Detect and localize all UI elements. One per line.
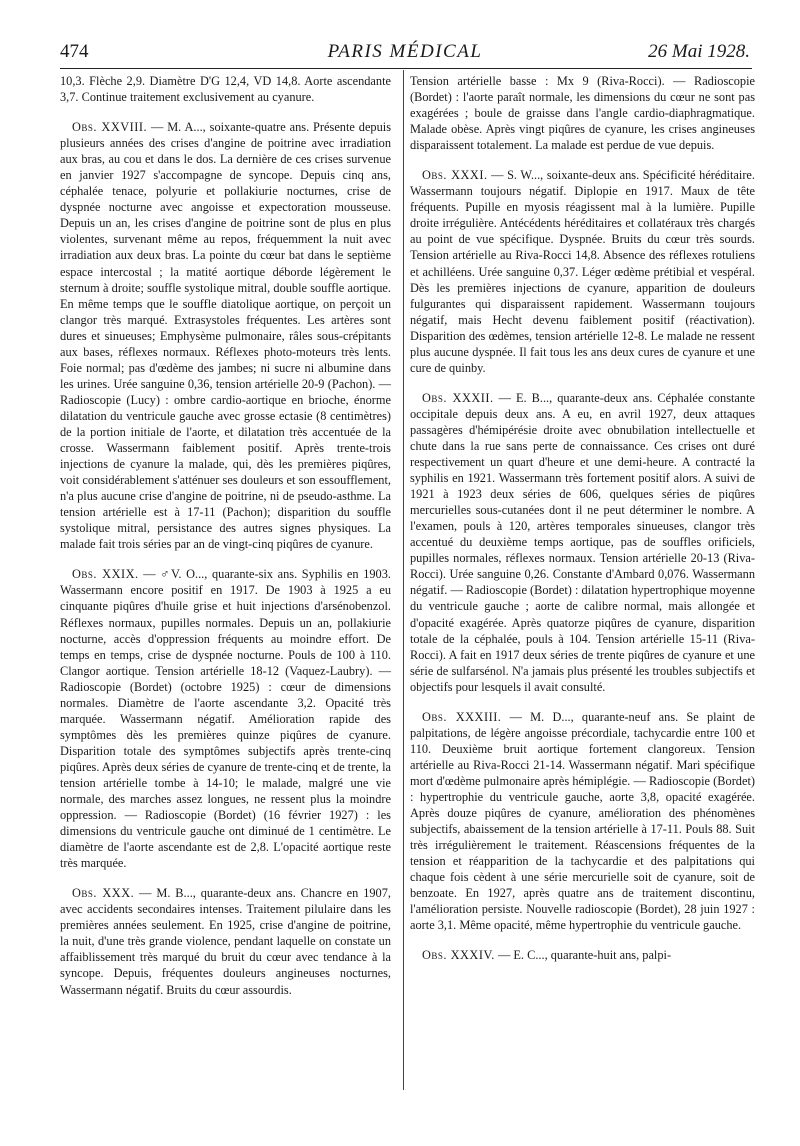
observation-label: Obs. XXXIV. [422, 948, 495, 963]
page-number: 474 [60, 41, 89, 62]
observation-text: — E. C..., quarante-huit ans, palpi- [494, 948, 672, 963]
observation-label: Obs. XXXII. [422, 390, 494, 405]
observation-text: — E. B..., quarante-deux ans. Céphalée constante occipitale depuis deux ans. A eu, en avril 1927, deux attaques passagères d'hémipérésie droite avec obnubilation intellectuelle et chute dans la rue sans perte de connaissance. Ces crises ont duré respectivement un quart d'heure et une demi-heure. A contracté la syphilis en 1921. Wassermann très fortement positif alors. A suivi de 1921 à 1923 deux séries de 606, quelques séries de piqûres mercurielles sous-cutanées dont il ne peut déterminer le nombre. A l'examen, pouls à 120, artères temporales sinueuses, clangor très accentué du deuxième temps aortique, pas de souffles orificiels, pupilles normales, réflexes normaux. Tension artérielle 20-13 (Riva-Rocci). Urée sanguine 0,26. Constante d'Ambard 0,076. Wassermann négatif. — Radioscopie (Bordet) : dilatation hypertrophique moyenne du ventricule gauche ; aorte de calibre normal, mais allongée et d'opacité exagérée. Après quatorze piqûres de cyanure, disparition totale de la céphalée, pouls à 104. Tension artérielle 15-11 (Riva-Rocci). A fait en 1917 deux séries de trente piqûres de cyanure et une série de sulfarsénol. N'a jamais plus présenté les troubles subjectifs et objectifs pour lesquels il avait consulté. [410, 390, 755, 694]
header-rule [60, 68, 752, 69]
observation-xxxiv [410, 947, 755, 963]
journal-title: PARIS MÉDICAL [327, 41, 483, 62]
observation-text: — M. D..., quarante-neuf ans. Se plaint de palpitations, de légère angoisse précordiale, tachycardie entre 100 et 110. Deuxième bruit aortique fortement clangoreux. Tension artérielle au Riva-Rocci 21-14. Wassermann négatif. Mari spécifique mort d'œdème pulmonaire après hémiplégie. — Radioscopie (Bordet) : hypertrophie du ventricule gauche, aorte 3,8, opacité exagérée. Après douze piqûres de cyanure, amélioration des phénomènes subjectifs, abaissement de la tension artérielle à 17-11. Pouls 88. Suit très irrégulièrement le traitement. Réascensions fréquentes de la tension et réapparition de la tachycardie et des palpitations qui chaque fois cèdent à une série mercurielle soit de cyanure, soit de benzoate. En 1927, après quatre ans de traitement discontinu, l'amélioration persiste. Nouvelle radioscopie (Bordet), 28 juin 1927 : aorte 3,1. Même opacité, même hypertrophie du ventricule gauche. [410, 709, 755, 933]
page-header [60, 41, 750, 71]
left-column [60, 73, 391, 998]
observation-label: Obs. XXX. [72, 886, 135, 901]
observation-xxxii [410, 390, 755, 695]
observation-label: Obs. XXXIII. [422, 709, 502, 724]
right-column [410, 73, 755, 963]
observation-text: — M. A..., soixante-quatre ans. Présente depuis plusieurs années des crises d'angine de poitrine avec irradiation aux bras, au cou et dans le dos. La dernière de ces crises survenue en janvier 1927 s'accompagne de syncope. Depuis cinq ans, céphalée tenace, polyurie et pollakiurie nocturnes, crise de dyspnée nocturne avec angoisse et expectoration mousseuse. Depuis un an, les crises d'angine de poitrine sont de plus en plus violentes, survenant même au repos, fréquemment la nuit avec irradiation aux deux bras. La pointe du cœur bat dans le septième espace intercostal ; la matité aortique déborde légèrement le sternum à droite; souffle systolique mitral, double souffle aortique. En même temps que le souffle diatolique aortique, on perçoit un clangor très marqué. Extrasystoles fréquentes. Les artères sont dures et sinueuses; Emphysème pulmonaire, râles sous-crépitants aux bases, réflexes normaux. Réflexes photo-moteurs très lents. Foie normal; pas d'œdème des jambes; ni sucre ni albumine dans les urines. Urée sanguine 0,36, tension artérielle 20-9 (Pachon). — Radioscopie (Lucy) : ombre cardio-aortique en brioche, énorme dilatation du ventricule gauche avec grosse ectasie (8 centimètres) de la portion initiale de l'aorte, et dilatation très accentuée de la crosse. Wassermann faiblement positif. Après trente-trois injections de cyanure la malade, qui, dès les premières piqûres, voit considérablement s'atténuer ses douleurs et son essoufflement, n'a plus aucune crise d'angine de poitrine, ni de pseudo-asthme. La tension artérielle est à 17-11 (Pachon); disparition du souffle systolique mitral, persistance des autres signes physiques. La malade fait trois séries par an de vingt-cinq piqûres de cyanure. [60, 120, 391, 552]
observation-label: Obs. XXXI. [422, 168, 488, 183]
observation-xxx [60, 885, 391, 997]
observation-text: — M. B..., quarante-deux ans. Chancre en 1907, avec accidents secondaires intenses. Traitement pilulaire dans les premières années seulement. En 1925, crise d'angine de poitrine, la nuit, d'une très grande violence, pendant laquelle on constate un affaiblissement très marqué du bruit du cœur avec tendance à la syncope. Depuis, fréquentes douleurs angineuses nocturnes, Wassermann négatif. Bruits du cœur assourdis. [60, 886, 391, 997]
observation-xxxiii [410, 709, 755, 934]
paragraph-continuation: Tension artérielle basse : Mx 9 (Riva-Rocci). — Radioscopie (Bordet) : l'aorte paraît normale, les dimensions du cœur ne sont pas exagérées ; boule de graisse dans l'angle cardio-diaphragmatique. Malade obèse. Après vingt piqûres de cyanure, les crises angineuses disparaissent totalement. La malade est perdue de vue depuis. [410, 74, 755, 153]
column-divider [403, 70, 404, 1090]
observation-label: Obs. XXIX. [72, 567, 139, 582]
observation-label: Obs. XXVIII. [72, 120, 148, 135]
observation-xxviii [60, 119, 391, 552]
observation-xxxi [410, 167, 755, 376]
observation-text: — ♂V. O..., quarante-six ans. Syphilis en 1903. Wassermann encore positif en 1917. De 1903 à 1925 a eu cinquante piqûres d'huile grise et huit injections d'arsénobenzol. Réflexes normaux, pupilles normales. Depuis un an, pollakiurie nocturne, accès d'oppression fréquents au moindre effort. De temps en temps, crise de dyspnée nocturne. Pouls de 100 à 110. Clangor aortique. Tension artérielle 18-12 (Vaquez-Laubry). — Radioscopie (Bordet) (octobre 1925) : cœur de dimensions normales. Diamètre de l'aorte ascendante 3,2. Opacité très marquée. Wassermann négatif. Amélioration rapide des symptômes dès les premières quinze piqûres de cyanure. Disparition totale des symptômes subjectifs après trente-cinq piqûres. Après deux séries de cyanure de trente-cinq et de trente, la tension artérielle tombe à 14-10; le malade, malgré une vie normale, des marches assez longues, ne ressent plus la moindre oppression. — Radioscopie (Bordet) (16 février 1927) : les dimensions du ventricule gauche ont diminué de 1 centimètre. Le diamètre de l'aorte ascendante est de 2,8. L'opacité aortique reste très marquée. [60, 567, 391, 871]
issue-date: 26 Mai 1928. [648, 41, 750, 62]
observation-text: — S. W..., soixante-deux ans. Spécificité héréditaire. Wassermann toujours négatif. Diplopie en 1917. Maux de tête fréquents. Pupille en myosis réagissent mal à la lumière. Pupille droite irrégulière. Antécédents héréditaires et collatéraux très chargés au point de vue spécifique. Dyspnée. Bruits du cœur très sourds. Tension artérielle au Riva-Rocci 14,8. Absence des réflexes rotuliens et achilléens. Urée sanguine 0,37. Léger œdème prétibial et vespéral. Dès les premières injections de cyanure, apparition de douleurs fulgurantes qui disparaissent rapidement. Wassermann toujours négatif, mais Hecht devenu faiblement positif (réactivation). Disparition des œdèmes, tension artérielle 12-8. Le malade ne ressent plus aucune dyspnée. Il fait tous les ans deux cures de cyanure et une cure de quinby. [410, 168, 755, 375]
paragraph-continuation: 10,3. Flèche 2,9. Diamètre D'G 12,4, VD 14,8. Aorte ascendante 3,7. Continue traitement exclusivement au cyanure. [60, 74, 391, 105]
observation-xxix [60, 566, 391, 871]
